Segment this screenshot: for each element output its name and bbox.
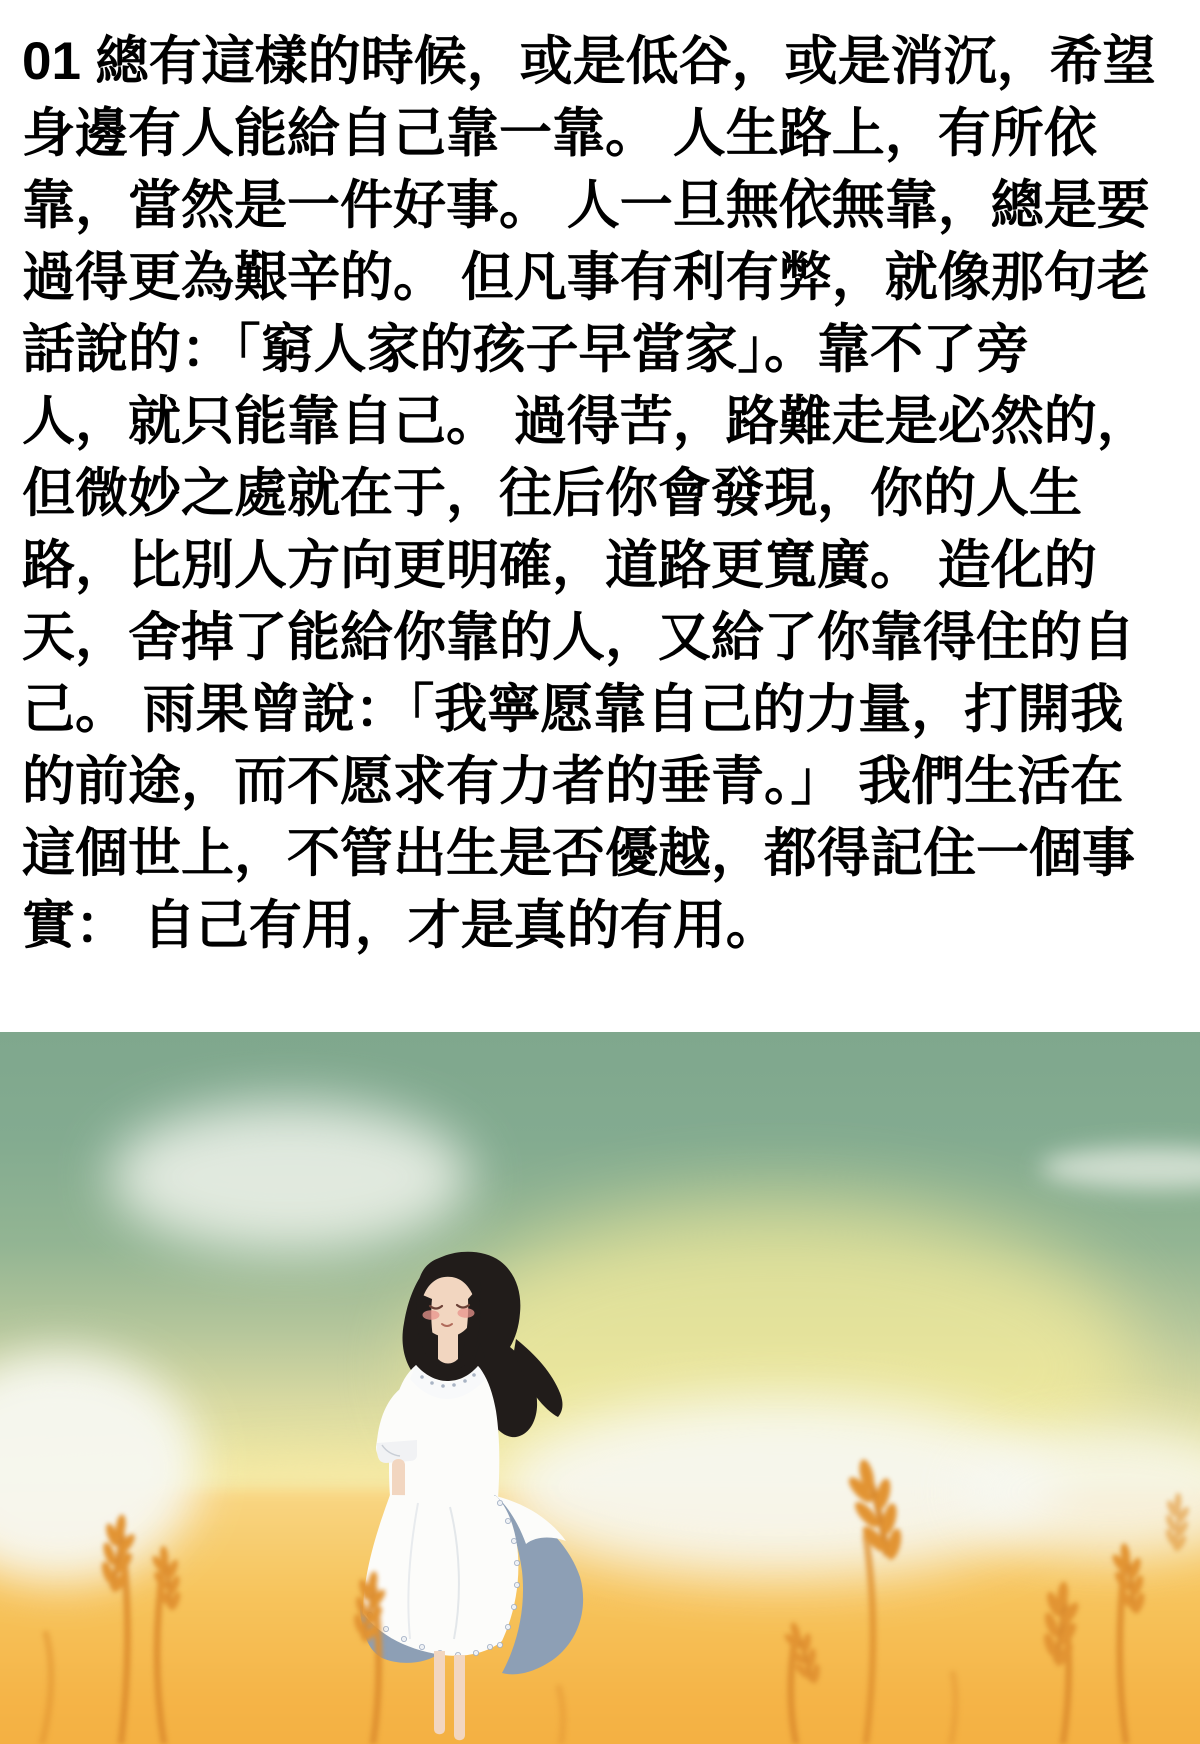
article-line: 但微妙之處就在于，往后你會發現，你的人生 xyxy=(22,464,1082,523)
article-line: 路，比別人方向更明確，道路更寬廣。 造化的 xyxy=(22,536,1097,595)
article-line: 天，舍掉了能給你靠的人，又給了你靠得住的自 xyxy=(22,608,1135,667)
article-line: 01 總有這樣的時候，或是低谷，或是消沉，希望 xyxy=(22,32,1156,91)
illustration-girl-wheat-field xyxy=(0,1032,1200,1744)
article-line: 的前途，而不愿求有力者的垂青。」 我們生活在 xyxy=(22,752,1124,811)
article-line: 身邊有人能給自己靠一靠。 人生路上，有所依 xyxy=(22,104,1097,163)
article-line: 己。 雨果曾說：「我寧愿靠自己的力量，打開我 xyxy=(22,680,1124,739)
article-line: 靠，當然是一件好事。 人一旦無依無靠，總是要 xyxy=(22,176,1150,235)
article-line: 過得更為艱辛的。 但凡事有利有弊，就像那句老 xyxy=(22,248,1150,307)
article-line: 話說的：「窮人家的孩子早當家」。靠不了旁 xyxy=(22,320,1029,379)
article-line: 這個世上，不管出生是否優越，都得記住一個事 xyxy=(22,824,1135,883)
article-line: 人，就只能靠自己。 過得苦，路難走是必然的， xyxy=(22,392,1150,451)
wheat-ears xyxy=(94,1454,1192,1691)
wheat-stems xyxy=(42,1532,1126,1744)
wheat-stalks-foreground xyxy=(0,1032,1200,1744)
article-line: 實： 自己有用，才是真的有用。 xyxy=(22,896,779,955)
